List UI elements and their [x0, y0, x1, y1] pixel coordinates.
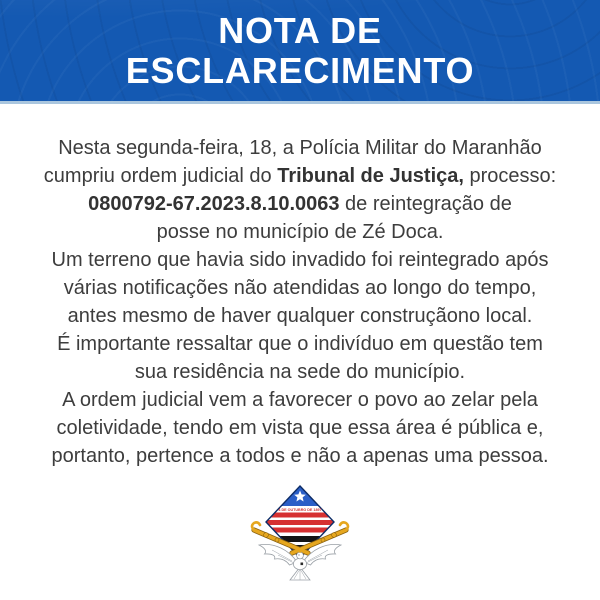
body-line: várias notificações não atendidas ao longo do tempo, [63, 277, 537, 299]
body-line: antes mesmo de haver qualquer construçãono local. [67, 305, 533, 327]
pmma-crest-icon [0, 484, 600, 582]
body-segment: de reintegração de [339, 193, 512, 215]
body-line: A ordem judicial vem a favorecer o povo ao zelar pela [62, 389, 538, 411]
body-line: coletividade, tendo em vista que essa área é pública e, [56, 417, 544, 439]
body-segment: processo: [463, 165, 557, 187]
note-body-text [0, 134, 600, 470]
body-line: portanto, pertence a todos e não a apenas uma pessoa. [51, 445, 549, 467]
body-segment-bold-tribunal: Tribunal de Justiça, [277, 165, 464, 187]
page-title-line2: ESCLARECIMENTO [125, 49, 475, 91]
body-segment: cumpriu ordem judicial do [43, 165, 278, 187]
pmma-crest-svg [244, 484, 356, 582]
page-title-line1: NOTA DE [218, 9, 382, 51]
body-segment-bold-process-number: 0800792-67.2023.8.10.0063 [88, 193, 340, 215]
body-line: Nesta segunda-feira, 18, a Polícia Militar do Maranhão [58, 137, 542, 159]
body-line: posse no município de Zé Doca. [156, 221, 444, 243]
body-line [0, 162, 600, 190]
body-line: sua residência na sede do município. [134, 361, 466, 383]
crest-banner-text: 4 DE OUTUBRO DE 1897 [278, 508, 322, 513]
body-line [0, 190, 600, 218]
header-banner [0, 0, 600, 104]
body-line: Um terreno que havia sido invadido foi reintegrado após [51, 249, 549, 271]
body-line: É importante ressaltar que o indivíduo em questão tem [57, 333, 543, 355]
